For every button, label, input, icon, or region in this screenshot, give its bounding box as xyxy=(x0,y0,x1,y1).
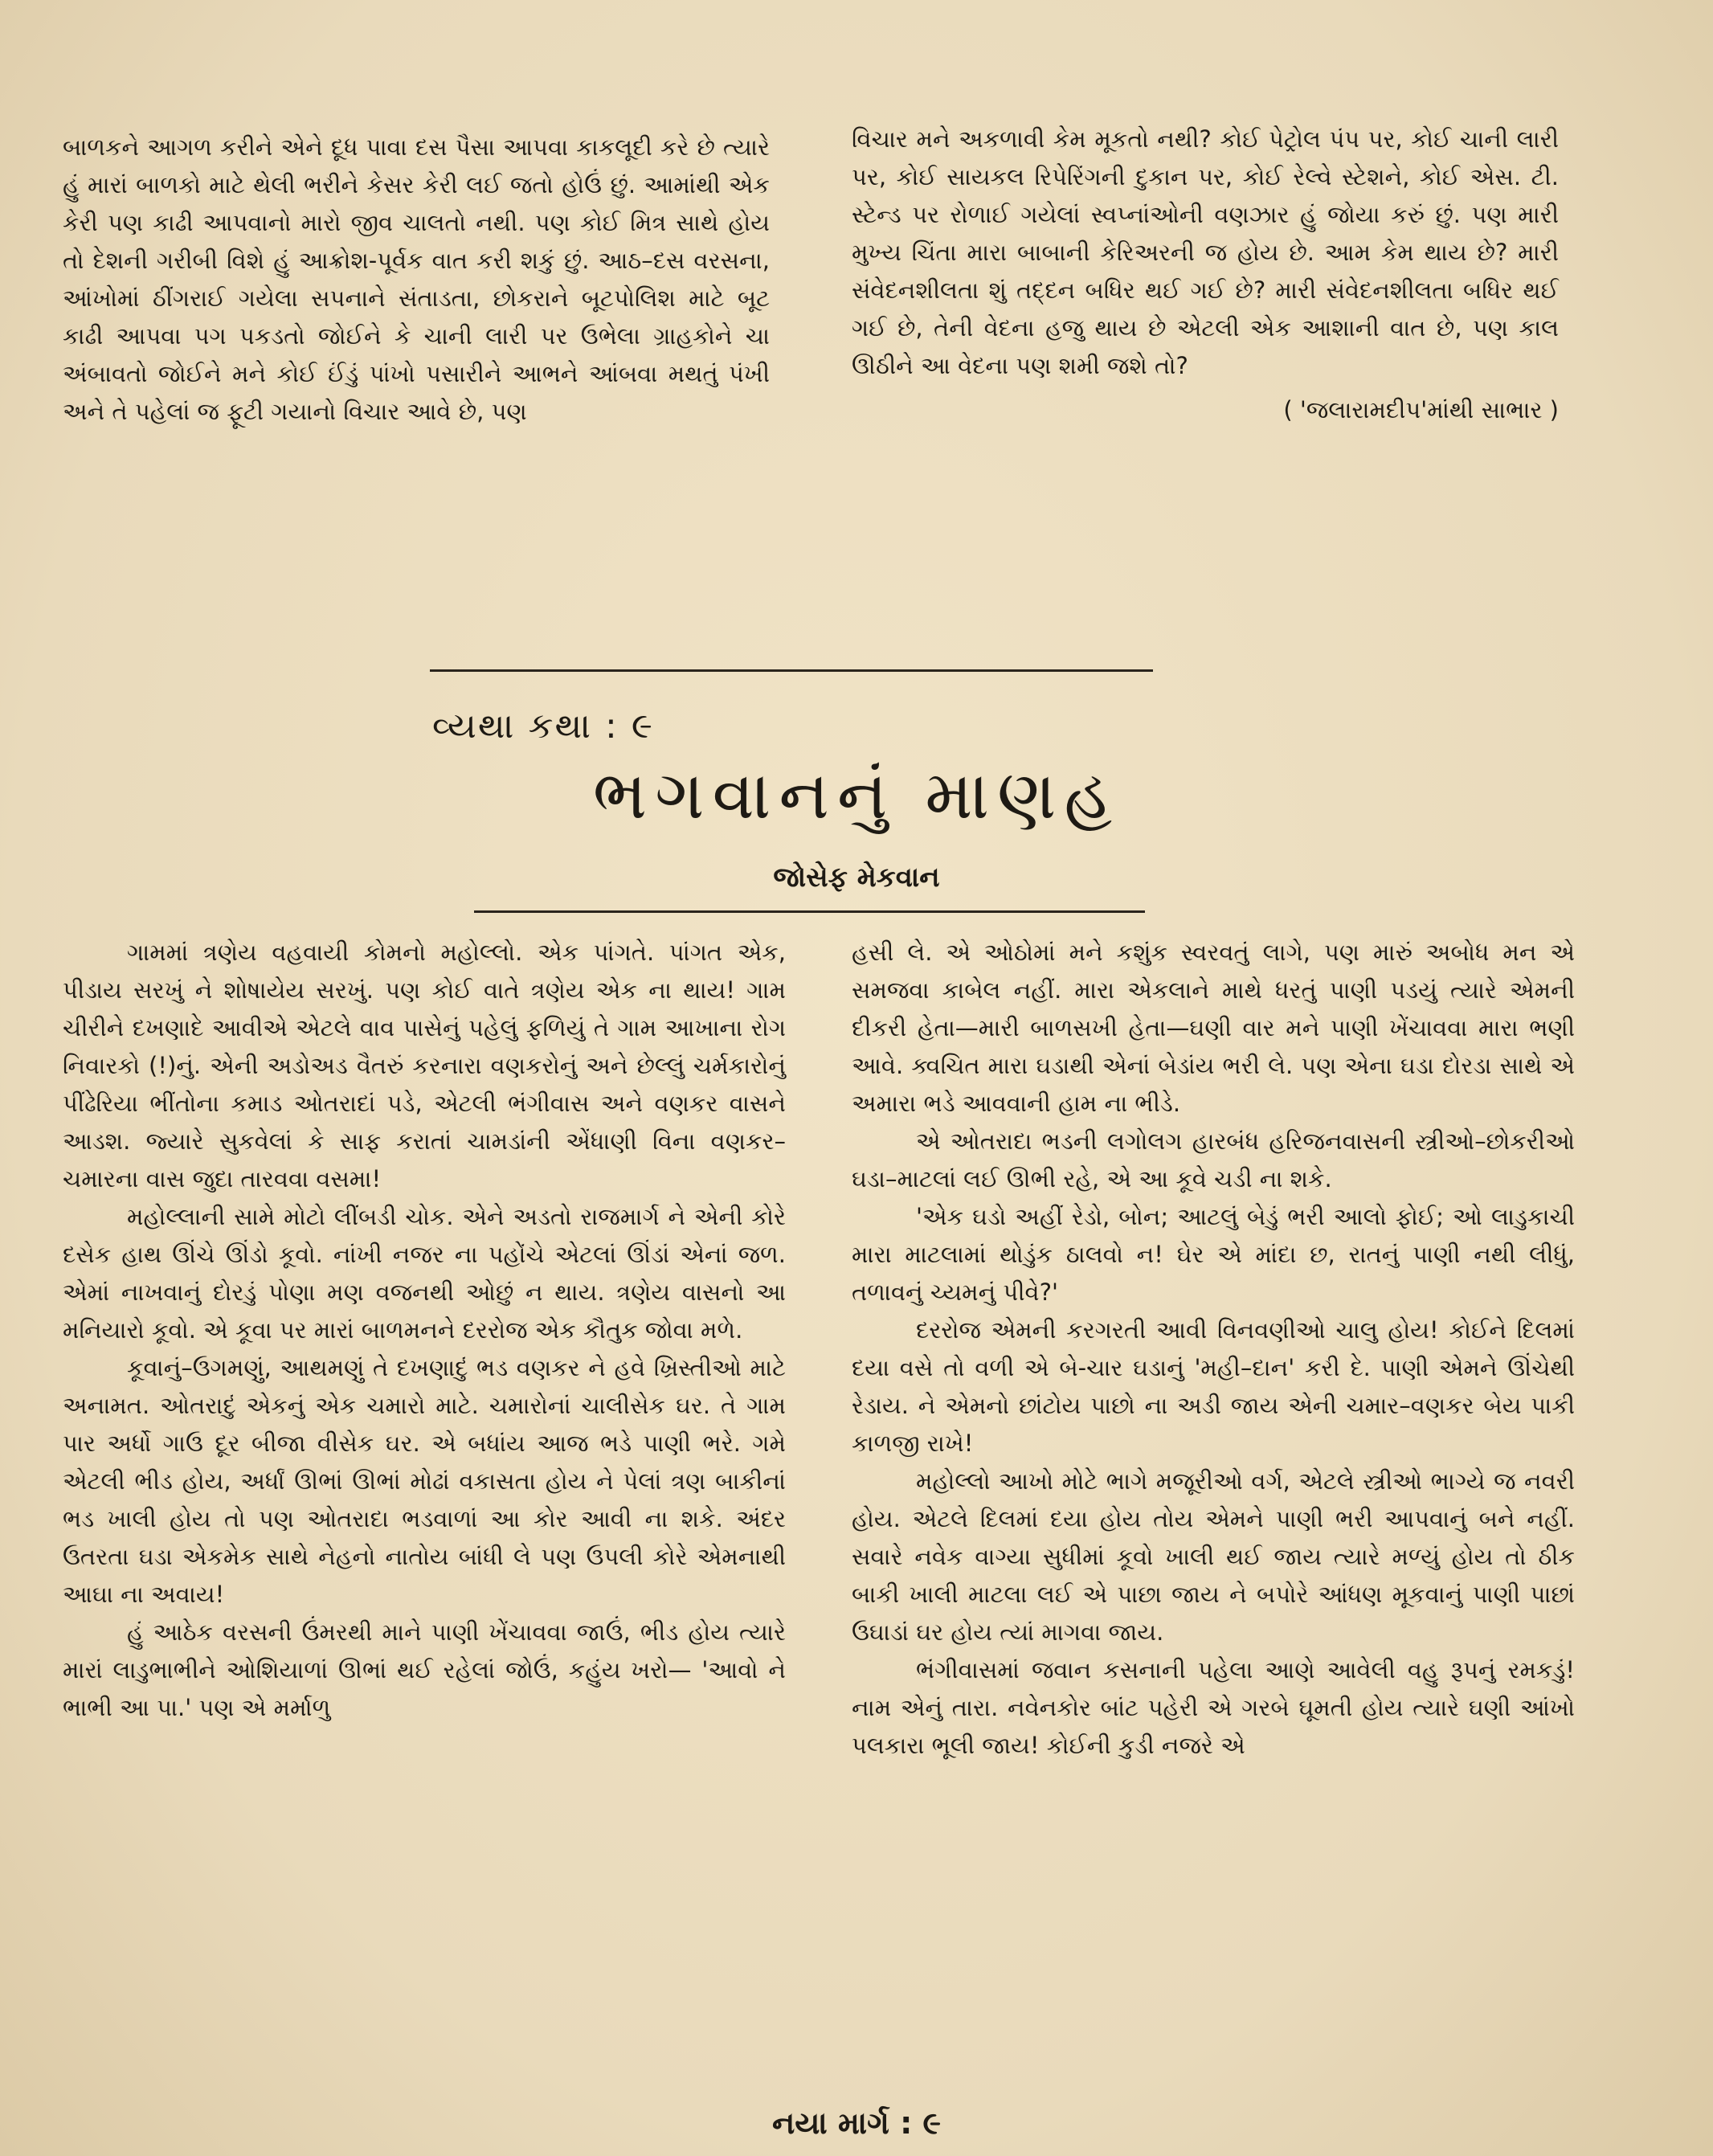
series-label: વ્યથા કથા : ૯ xyxy=(432,706,654,747)
text-paragraph: વિચાર મને અકળાવી કેમ મૂકતો નથી? કોઈ પેટ્રોલ પંપ પર, કોઈ ચાની લારી પર, કોઈ સાયકલ રિપેરિંગની દુકાન પર, કોઈ રેલ્વે સ્ટેશને, કોઈ એસ. ટી. સ્ટેન્ડ પર રોળાઈ ગયેલાં સ્વપ્નાંઓની વણઝાર હું જોયા કરું છું. પણ મારી મુખ્ય ચિંતા મારા બાબાની કેરિઅરની જ હોય છે. આમ કેમ થાય છે? મારી સંવેદનશીલતા શું તદ્દન બધિર થઈ ગઈ છે? મારી સંવેદનશીલતા બધિર થઈ ગઈ છે, તેની વેદના હજુ થાય છે એટલી એક આશાની વાત છે, પણ કાલ ઊઠીને આ વેદના પણ શમી જશે તો? xyxy=(852,125,1559,379)
continued-text-right-column xyxy=(852,121,1559,429)
article-paragraph: મહોલ્લો આખો મોટે ભાગે મજૂરીઓ વર્ગ, એટલે સ્ત્રીઓ ભાગ્યે જ નવરી હોય. એટલે દિલમાં દયા હોય તોય એમને પાણી ભરી આપવાનું બને નહીં. સવારે નવેક વાગ્યા સુધીમાં કૂવો ખાલી થઈ જાય ત્યારે મળ્યું હોય તો ઠીક બાકી ખાલી માટલા લઈ એ પાછા જાય ને બપોરે આંધણ મૂકવાનું પાણી પાછાં ઉઘાડાં ઘર હોય ત્યાં માગવા જાય. xyxy=(852,1467,1575,1646)
article-title: ભગવાનનું માણહ xyxy=(592,755,1121,834)
article-paragraph: કૂવાનું–ઉગમણું, આથમણું તે દખણાદું ભડ વણકર ને હવે ખ્રિસ્તીઓ માટે અનામત. ઓતરાદું એકનું એક ચમારો માટે. ચમારોનાં ચાલીસેક ઘર. તે ગામ પાર અર્ધો ગાઉ દૂર બીજા વીસેક ઘર. એ બધાંય આજ ભડે પાણી ભરે. ગમે એટલી ભીડ હોય, અર્ધાં ઊભાં ઊભાં મોઢાં વકાસતા હોય ને પેલાં ત્રણ બાકીનાં ભડ ખાલી હોય તો પણ ઓતરાદા ભડવાળાં આ કોર આવી ના શકે. અંદર ઉતરતા ઘડા એકમેક સાથે નેહનો નાતોય બાંધી લે પણ ઉપલી કોરે એમનાથી આઘા ના અવાય! xyxy=(63,1354,786,1608)
article-left-column xyxy=(63,934,786,1727)
continued-text-left-column xyxy=(63,129,770,431)
text-paragraph: બાળકને આગળ કરીને એને દૂધ પાવા દસ પૈસા આપવા કાકલૂદી કરે છે ત્યારે હું મારાં બાળકો માટે થેલી ભરીને કેસર કેરી લઈ જતો હોઉં છું. આમાંથી એક કેરી પણ કાઢી આપવાનો મારો જીવ ચાલતો નથી. પણ કોઈ મિત્ર સાથે હોય તો દેશની ગરીબી વિશે હું આક્રોશ-પૂર્વક વાત કરી શકું છું. આઠ–દસ વરસના, આંખોમાં ઠીંગરાઈ ગયેલા સપનાને સંતાડતા, છોકરાને બૂટપોલિશ માટે બૂટ કાઢી આપવા પગ પકડતો જોઈને કે ચાની લારી પર ઉભેલા ગ્રાહકોને ચા અંબાવતો જોઈને મને કોઈ ઈંડું પાંખો પસારીને આભને આંબવા મથતું પંખી અને તે પહેલાં જ ફૂટી ગયાનો વિચાર આવે છે, પણ xyxy=(63,133,770,425)
page-footer: નયા માર્ગ : ૯ xyxy=(771,2105,941,2141)
article-paragraph: મહોલ્લાની સામે મોટો લીંબડી ચોક. એને અડતો રાજમાર્ગ ને એની કોરે દસેક હાથ ઊંચે ઊંડો કૂવો. નાંખી નજર ના પહોંચે એટલાં ઊંડાં એનાં જળ. એમાં નાખવાનું દોરડું પોણા મણ વજનથી ઓછું ન થાય. ત્રણેય વાસનો આ મનિયારો કૂવો. એ કૂવા પર મારાં બાળમનને દરરોજ એક કૌતુક જોવા મળે. xyxy=(63,1203,786,1344)
section-divider xyxy=(430,669,1153,672)
article-paragraph: ભંગીવાસમાં જવાન કસનાની પહેલા આણે આવેલી વહુ રૂપનું રમકડું! નામ એનું તારા. નવેનકોર બાંટ પહેરી એ ગરબે ઘૂમતી હોય ત્યારે ઘણી આંખો પલકારા ભૂલી જાય! કોઈની કુડી નજરે એ xyxy=(852,1656,1575,1759)
byline-divider xyxy=(474,910,1145,913)
article-paragraph: 'એક ઘડો અહીં રેડો, બોન; આટલું બેડું ભરી આલો ફોઈ; ઓ લાડુકાચી મારા માટલામાં થોડુંક ઠાલવો ન! ઘેર એ માંદા છ, રાતનું પાણી નથી લીધું, તળાવનું ચ્યમનું પીવે?' xyxy=(852,1203,1575,1306)
article-right-column xyxy=(852,934,1575,1765)
author-byline: જોસેફ મેકવાન xyxy=(773,861,940,894)
article-paragraph: હસી લે. એ ઓઠોમાં મને કશુંક સ્વરવતું લાગે, પણ મારું અબોધ મન એ સમજવા કાબેલ નહીં. મારા એકલાને માથે ધરતું પાણી પડયું ત્યારે એમની દીકરી હેતા—મારી બાળસખી હેતા—ઘણી વાર મને પાણી ખેંચાવવા મારા ભણી આવે. ક્વચિત મારા ઘડાથી એનાં બેડાંય ભરી લે. પણ એના ઘડા દોરડા સાથે એ અમારા ભડે આવવાની હામ ના ભીડે. xyxy=(852,939,1575,1117)
article-paragraph: ગામમાં ત્રણેય વહવાયી કોમનો મહોલ્લો. એક પાંગતે. પાંગત એક, પીડાય સરખું ને શોષાયેય સરખું. પણ કોઈ વાતે ત્રણેય એક ના થાય! ગામ ચીરીને દખણાદે આવીએ એટલે વાવ પાસેનું પહેલું ફળિયું તે ગામ આખાના રોગ નિવારકો (!)નું. એની અડોઅડ વૈતરું કરનારા વણકરોનું અને છેલ્લું ચર્મકારોનું પીંઢેરિયા ભીંતોના કમાડ ઓતરાદાં પડે, એટલી ભંગીવાસ અને વણકર વાસને આડશ. જ્યારે સુકવેલાં કે સાફ કરાતાં ચામડાંની એંધાણી વિના વણકર–ચમારના વાસ જુદા તારવવા વસમા! xyxy=(63,939,786,1193)
article-paragraph: દરરોજ એમની કરગરતી આવી વિનવણીઓ ચાલુ હોય! કોઈને દિલમાં દયા વસે તો વળી એ બે-ચાર ઘડાનું 'મહી–દાન' કરી દે. પાણી એમને ઊંચેથી રેડાય. ને એમનો છાંટોય પાછો ના અડી જાય એની ચમાર–વણકર બેય પાકી કાળજી રાખે! xyxy=(852,1316,1575,1457)
source-credit: ( 'જલારામદીપ'માંથી સાભાર ) xyxy=(1283,396,1559,423)
article-paragraph: હું આઠેક વરસની ઉંમરથી માને પાણી ખેંચાવવા જાઉં, ભીડ હોય ત્યારે મારાં લાડુભાભીને ઓશિયાળાં ઊભાં થઈ રહેલાં જોઉં, કહુંય ખરો— 'આવો ને ભાભી આ પા.' પણ એ મર્માળુ xyxy=(63,1618,786,1721)
article-paragraph: એ ઓતરાદા ભડની લગોલગ હારબંધ હરિજનવાસની સ્ત્રીઓ–છોકરીઓ ઘડા–માટલાં લઈ ઊભી રહે, એ આ કૂવે ચડી ના શકે. xyxy=(852,1127,1575,1193)
